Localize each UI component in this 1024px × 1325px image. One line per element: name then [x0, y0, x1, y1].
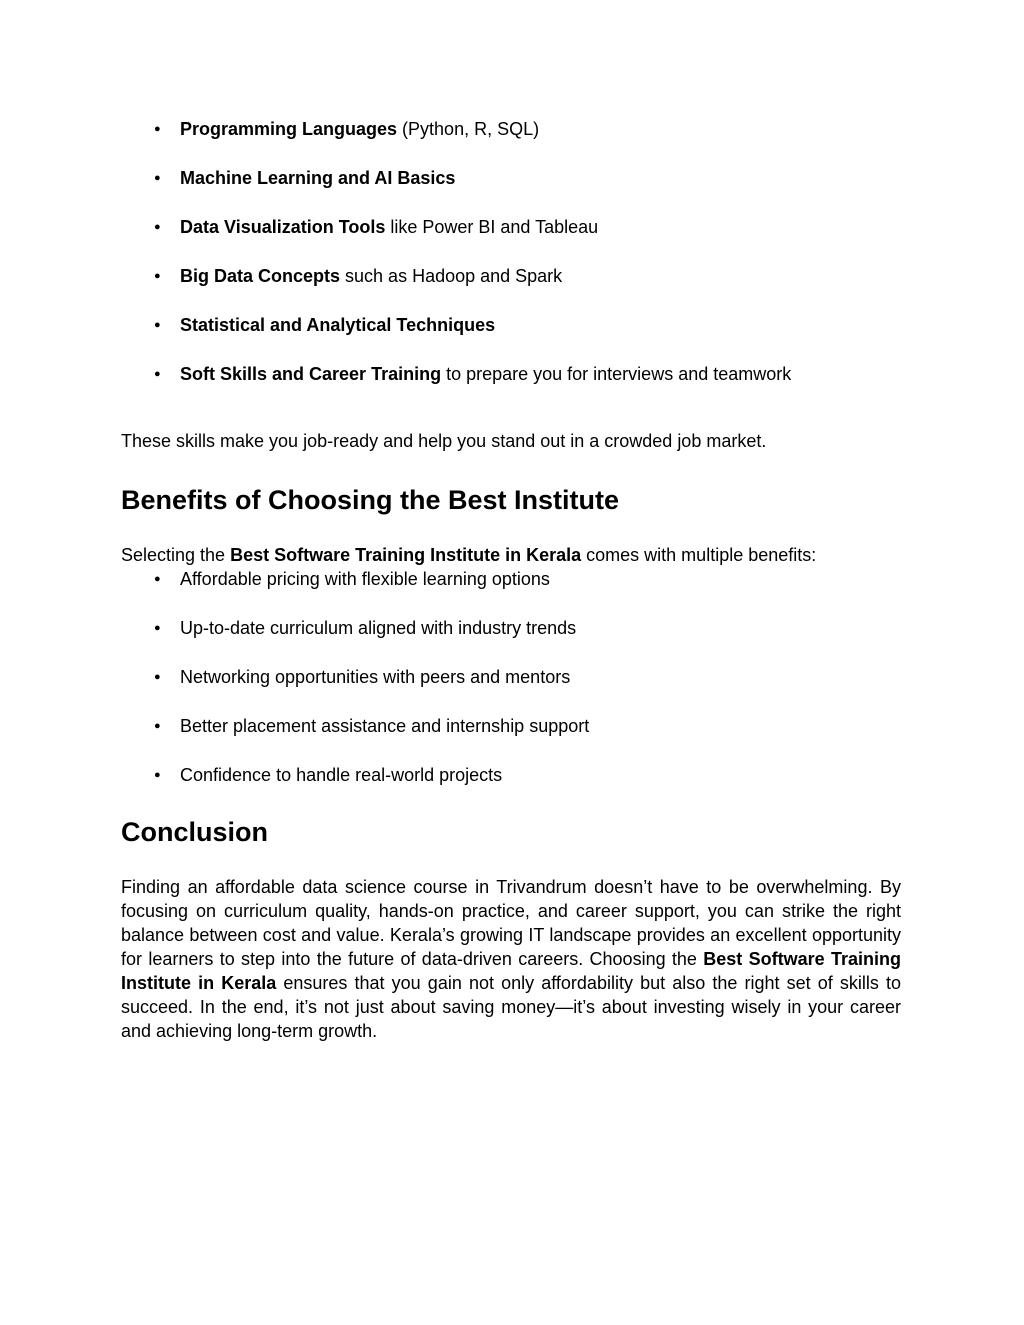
list-item-text: Networking opportunities with peers and mentors — [180, 667, 571, 687]
list-item-text: Confidence to handle real-world projects — [180, 765, 503, 785]
list-item — [121, 714, 901, 738]
benefits-intro-prefix: Selecting the — [121, 545, 231, 565]
section-heading-conclusion: Conclusion — [121, 817, 268, 847]
benefits-intro-paragraph — [121, 543, 901, 567]
benefits-intro-bold-text: Best Software Training Institute in Kerala — [230, 545, 582, 565]
list-item-text: such as Hadoop and Spark — [340, 266, 563, 286]
section-heading-benefits: Benefits of Choosing the Best Institute — [121, 485, 620, 515]
list-item — [121, 362, 901, 386]
list-item-bold-text: Soft Skills and Career Training — [180, 364, 442, 384]
list-item-bold-text: Data Visualization Tools — [180, 217, 386, 237]
conclusion-text-part1: Finding an affordable data science course in Trivandrum doesn’t have to be overwhelming. By focusing on curriculum quality, hands-on practice, and career support, you can strike the right balance between cost and value. Kerala’s growing IT landscape provides an excellent opportunity for learners to step into the future of data-driven careers. Choosing the — [121, 877, 901, 969]
conclusion-bold-text: Best Software Training Institute in Kerala — [121, 949, 901, 993]
list-item — [121, 117, 901, 141]
list-item — [121, 616, 901, 640]
list-item-bold-text: Statistical and Analytical Techniques — [180, 315, 496, 335]
list-item-bold-text: Machine Learning and AI Basics — [180, 168, 456, 188]
list-item-text: Up-to-date curriculum aligned with industry trends — [180, 618, 577, 638]
list-item-text: to prepare you for interviews and teamwork — [441, 364, 792, 384]
benefits-list — [121, 567, 901, 787]
list-item-text: like Power BI and Tableau — [385, 217, 599, 237]
list-item-text: Better placement assistance and internship support — [180, 716, 590, 736]
benefits-intro-suffix: comes with multiple benefits: — [581, 545, 817, 565]
skills-closing-paragraph: These skills make you job-ready and help you stand out in a crowded job market. — [121, 431, 767, 451]
list-item-text: Affordable pricing with flexible learning options — [180, 569, 550, 589]
conclusion-text-part2: ensures that you gain not only affordability but also the right set of skills to succeed. In the end, it’s not just about saving money—it’s about investing wisely in your career and achieving long-term growth. — [121, 973, 901, 1041]
list-item — [121, 215, 901, 239]
conclusion-paragraph — [121, 875, 901, 1043]
list-item — [121, 567, 901, 591]
list-item-text: (Python, R, SQL) — [397, 119, 540, 139]
list-item — [121, 264, 901, 288]
list-item — [121, 313, 901, 337]
list-item — [121, 166, 901, 190]
skills-list — [121, 117, 901, 386]
list-item — [121, 665, 901, 689]
list-item-bold-text: Programming Languages — [180, 119, 398, 139]
list-item-bold-text: Big Data Concepts — [180, 266, 341, 286]
list-item — [121, 763, 901, 787]
